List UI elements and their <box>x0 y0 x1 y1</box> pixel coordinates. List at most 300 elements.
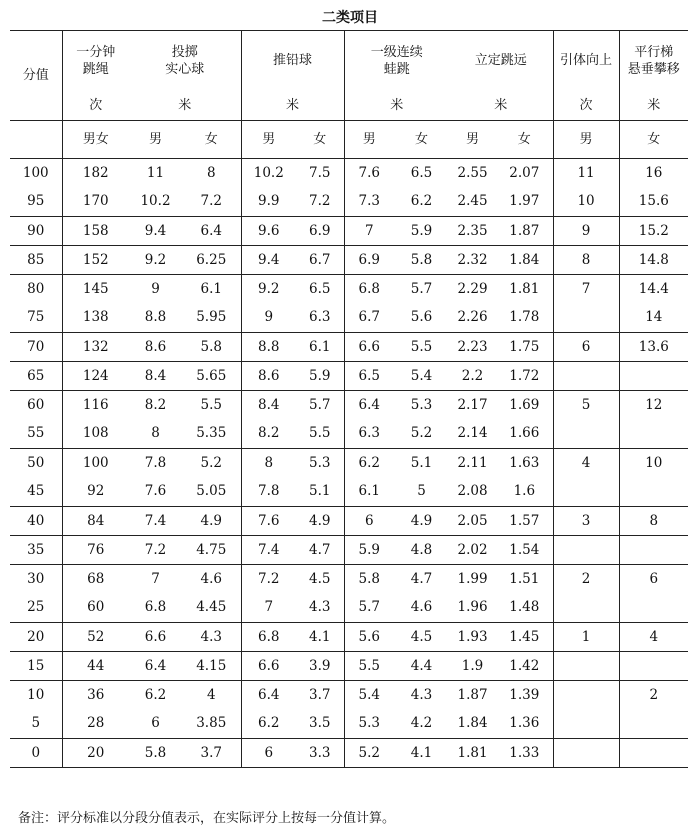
value-cell: 132 <box>82 338 109 355</box>
value-cell: 16 <box>645 164 663 181</box>
project-name-line: 投掷 <box>171 44 198 60</box>
value-cell: 1.78 <box>496 304 553 333</box>
value-cell: 6.5 <box>358 367 381 384</box>
header-row-units <box>10 91 688 121</box>
gender-cell: 男 <box>262 132 276 147</box>
value-cell: 9.2 <box>258 280 280 297</box>
table-title: 二类项目 <box>322 10 378 26</box>
value-cell: 1.81 <box>496 275 553 304</box>
value-cell: 8.2 <box>144 396 167 413</box>
value-cell: 2 <box>553 565 619 594</box>
score-cell: 100 <box>10 159 62 188</box>
table-row <box>10 536 688 565</box>
project-header-medicine-ball <box>129 31 241 91</box>
value-cell <box>619 536 688 565</box>
table-row <box>10 188 688 217</box>
value-cell: 2.29 <box>457 280 488 297</box>
value-cell: 84 <box>87 512 105 529</box>
value-cell: 68 <box>87 570 105 587</box>
value-cell: 4 <box>649 628 659 645</box>
value-cell: 1.66 <box>496 420 553 449</box>
score-cell: 30 <box>10 565 62 594</box>
value-cell: 145 <box>82 280 109 297</box>
value-cell: 4.3 <box>182 623 241 652</box>
value-cell: 6.2 <box>358 454 381 471</box>
value-cell: 3.7 <box>296 681 344 710</box>
score-cell: 85 <box>10 246 62 275</box>
value-cell: 6.9 <box>358 251 381 268</box>
table-row <box>10 594 688 623</box>
value-cell: 2.32 <box>457 251 488 268</box>
value-cell: 12 <box>645 396 663 413</box>
table-row <box>10 739 688 768</box>
value-cell: 1.57 <box>496 507 553 536</box>
unit-cell: 米 <box>241 91 344 121</box>
table-row <box>10 652 688 681</box>
value-cell: 4.3 <box>296 594 344 623</box>
unit-cell: 次 <box>553 91 619 121</box>
score-cell: 80 <box>10 275 62 304</box>
value-cell <box>619 710 688 739</box>
value-cell: 8.6 <box>258 367 280 384</box>
table-row <box>10 304 688 333</box>
header-row-projects <box>10 31 688 91</box>
value-cell: 5.7 <box>358 599 381 616</box>
value-cell: 10.2 <box>140 193 171 210</box>
score-cell: 60 <box>10 391 62 420</box>
gender-cell: 女 <box>296 121 344 159</box>
value-cell: 5 <box>553 391 619 420</box>
value-cell: 4.1 <box>296 623 344 652</box>
gender-cell: 女 <box>647 132 661 147</box>
footnote: 备注：评分标准以分段分值表示，在实际评分上按每一分值计算。 <box>18 811 396 826</box>
value-cell: 5.2 <box>182 449 241 478</box>
value-cell: 14.8 <box>638 251 669 268</box>
value-cell: 4.2 <box>410 715 433 732</box>
score-header: 分值 <box>10 31 62 121</box>
value-cell: 5.6 <box>410 309 433 326</box>
value-cell: 9 <box>553 217 619 246</box>
value-cell: 8 <box>151 425 160 442</box>
project-name-line: 一级连续 <box>370 44 423 60</box>
value-cell: 5.2 <box>358 744 381 761</box>
value-cell: 2.45 <box>457 193 488 210</box>
value-cell: 4.5 <box>296 565 344 594</box>
table-row <box>10 623 688 652</box>
value-cell: 182 <box>82 164 109 181</box>
value-cell <box>553 478 619 507</box>
value-cell: 5.9 <box>296 362 344 391</box>
value-cell <box>619 594 688 623</box>
value-cell: 2.2 <box>461 367 484 384</box>
value-cell: 6.2 <box>410 193 433 210</box>
value-cell: 6.9 <box>296 217 344 246</box>
value-cell: 1.72 <box>496 362 553 391</box>
value-cell: 5.4 <box>410 367 433 384</box>
value-cell: 108 <box>82 425 109 442</box>
value-cell: 6.5 <box>410 164 433 181</box>
table-row <box>10 507 688 536</box>
value-cell: 11 <box>146 164 165 181</box>
project-header-pull-up <box>553 31 619 91</box>
value-cell <box>619 362 688 391</box>
value-cell: 92 <box>87 483 105 500</box>
value-cell: 6.5 <box>296 275 344 304</box>
value-cell: 4.1 <box>410 744 433 761</box>
value-cell: 6.2 <box>258 715 280 732</box>
value-cell: 1.33 <box>496 739 553 768</box>
value-cell <box>553 710 619 739</box>
score-cell: 70 <box>10 333 62 362</box>
value-cell: 4 <box>553 449 619 478</box>
table-row <box>10 217 688 246</box>
value-cell: 1.87 <box>457 686 488 703</box>
value-cell: 6.3 <box>296 304 344 333</box>
value-cell: 5.3 <box>410 396 433 413</box>
value-cell: 8.4 <box>258 396 280 413</box>
value-cell: 8.4 <box>144 367 167 384</box>
value-cell: 4.75 <box>182 536 241 565</box>
value-cell: 170 <box>82 193 109 210</box>
gender-cell: 男 <box>466 132 480 147</box>
value-cell: 3.7 <box>182 739 241 768</box>
score-cell: 35 <box>10 536 62 565</box>
value-cell: 7.2 <box>296 188 344 217</box>
value-cell: 3.5 <box>296 710 344 739</box>
value-cell: 7.2 <box>258 570 280 587</box>
value-cell: 5.1 <box>410 454 433 471</box>
empty-cell <box>10 121 62 159</box>
value-cell: 5.8 <box>144 744 167 761</box>
value-cell: 7.6 <box>358 164 381 181</box>
value-cell: 6.7 <box>296 246 344 275</box>
value-cell: 2.05 <box>457 512 488 529</box>
value-cell <box>553 652 619 681</box>
table-row <box>10 449 688 478</box>
value-cell: 15.2 <box>638 222 669 239</box>
value-cell: 1.48 <box>496 594 553 623</box>
value-cell <box>619 478 688 507</box>
value-cell: 5.4 <box>358 686 381 703</box>
value-cell: 9 <box>151 280 160 297</box>
score-cell: 75 <box>10 304 62 333</box>
value-cell: 5.35 <box>182 420 241 449</box>
value-cell: 4.7 <box>296 536 344 565</box>
value-cell: 5.7 <box>410 280 433 297</box>
value-cell: 7.2 <box>144 541 167 558</box>
value-cell: 6.8 <box>144 599 167 616</box>
value-cell: 9.6 <box>258 222 280 239</box>
value-cell: 10 <box>645 454 663 471</box>
value-cell: 5.65 <box>182 362 241 391</box>
value-cell: 5.5 <box>182 391 241 420</box>
value-cell: 8 <box>649 512 659 529</box>
value-cell: 5.6 <box>358 628 381 645</box>
value-cell <box>553 304 619 333</box>
value-cell: 5.9 <box>358 541 381 558</box>
unit-cell: 米 <box>449 91 553 121</box>
value-cell: 4.15 <box>182 652 241 681</box>
value-cell: 3.3 <box>296 739 344 768</box>
value-cell: 1.39 <box>496 681 553 710</box>
value-cell: 44 <box>87 657 105 674</box>
score-cell: 40 <box>10 507 62 536</box>
value-cell: 6.7 <box>358 309 381 326</box>
value-cell: 7 <box>364 222 374 239</box>
value-cell: 2.14 <box>457 425 488 442</box>
value-cell: 152 <box>82 251 109 268</box>
project-header-standing-jump <box>449 31 553 91</box>
gender-cell: 男 <box>362 132 376 147</box>
value-cell: 7 <box>151 570 160 587</box>
value-cell: 1.96 <box>457 599 488 616</box>
value-cell: 1.93 <box>457 628 488 645</box>
value-cell: 1.63 <box>496 449 553 478</box>
project-header-rope-skipping <box>62 31 129 91</box>
value-cell: 4.6 <box>410 599 433 616</box>
value-cell: 4.9 <box>410 512 433 529</box>
value-cell: 1.75 <box>496 333 553 362</box>
value-cell: 4.9 <box>296 507 344 536</box>
value-cell: 8 <box>553 246 619 275</box>
score-cell: 25 <box>10 594 62 623</box>
value-cell: 1.51 <box>496 565 553 594</box>
value-cell: 2.08 <box>457 483 488 500</box>
value-cell: 1 <box>553 623 619 652</box>
unit-cell: 次 <box>89 97 103 113</box>
value-cell: 3.85 <box>182 710 241 739</box>
table-row <box>10 362 688 391</box>
value-cell: 5.95 <box>182 304 241 333</box>
value-cell: 6.3 <box>358 425 381 442</box>
score-cell: 50 <box>10 449 62 478</box>
value-cell: 6.4 <box>144 657 167 674</box>
value-cell: 1.6 <box>496 478 553 507</box>
value-cell: 3 <box>553 507 619 536</box>
value-cell: 6.1 <box>358 483 381 500</box>
value-cell: 8.6 <box>144 338 167 355</box>
value-cell: 6.6 <box>144 628 167 645</box>
value-cell: 138 <box>82 309 109 326</box>
value-cell: 5.8 <box>410 251 433 268</box>
value-cell: 6.8 <box>258 628 280 645</box>
gender-cell: 女 <box>496 121 553 159</box>
value-cell <box>553 420 619 449</box>
value-cell: 9.9 <box>258 193 280 210</box>
value-cell: 6.1 <box>296 333 344 362</box>
value-cell: 124 <box>82 367 109 384</box>
value-cell: 10 <box>553 188 619 217</box>
value-cell: 6 <box>649 570 659 587</box>
value-cell: 6.25 <box>182 246 241 275</box>
value-cell: 2.11 <box>457 454 488 471</box>
value-cell: 8 <box>182 159 241 188</box>
value-cell: 4.9 <box>182 507 241 536</box>
value-cell: 1.97 <box>496 188 553 217</box>
value-cell: 6 <box>553 333 619 362</box>
value-cell: 60 <box>87 599 105 616</box>
project-name-line: 一分钟 <box>76 44 116 60</box>
value-cell: 8.8 <box>144 309 167 326</box>
score-table <box>10 30 688 768</box>
table-row <box>10 681 688 710</box>
value-cell: 1.84 <box>496 246 553 275</box>
score-cell: 95 <box>10 188 62 217</box>
score-cell: 65 <box>10 362 62 391</box>
value-cell: 9.4 <box>258 251 280 268</box>
project-name-line: 实心球 <box>165 61 205 77</box>
value-cell: 2.07 <box>496 159 553 188</box>
value-cell: 1.45 <box>496 623 553 652</box>
value-cell: 15.6 <box>638 193 669 210</box>
value-cell: 1.87 <box>496 217 553 246</box>
value-cell: 20 <box>87 744 105 761</box>
unit-cell: 米 <box>129 91 241 121</box>
value-cell <box>619 652 688 681</box>
value-cell <box>553 536 619 565</box>
table-row <box>10 710 688 739</box>
unit-cell: 米 <box>390 97 404 113</box>
value-cell <box>553 362 619 391</box>
project-name-line: 蛙跳 <box>383 61 410 77</box>
header-row-genders <box>10 121 688 159</box>
value-cell: 6.8 <box>358 280 381 297</box>
gender-cell: 女 <box>415 132 429 147</box>
project-name-line: 引体向上 <box>560 53 613 69</box>
value-cell: 4.7 <box>410 570 433 587</box>
gender-cell: 男女 <box>82 132 109 147</box>
project-header-shot-put <box>241 31 344 91</box>
value-cell: 8.8 <box>258 338 280 355</box>
value-cell: 5.8 <box>182 333 241 362</box>
value-cell: 2.55 <box>457 164 488 181</box>
value-cell: 6.6 <box>258 657 280 674</box>
project-name-line: 平行梯 <box>634 44 674 60</box>
value-cell: 2.26 <box>457 309 488 326</box>
value-cell: 14.4 <box>638 280 669 297</box>
value-cell <box>553 681 619 710</box>
project-name-line: 跳绳 <box>82 61 109 77</box>
value-cell: 4 <box>182 681 241 710</box>
table-row <box>10 565 688 594</box>
value-cell: 4.8 <box>410 541 433 558</box>
table-row <box>10 478 688 507</box>
value-cell: 158 <box>82 222 109 239</box>
value-cell: 14 <box>645 309 663 326</box>
value-cell: 4.3 <box>410 686 433 703</box>
value-cell: 9 <box>264 309 274 326</box>
table-row <box>10 246 688 275</box>
project-name-line: 立定跳远 <box>474 53 527 69</box>
value-cell: 1.69 <box>496 391 553 420</box>
value-cell: 5.5 <box>358 657 381 674</box>
project-name-line: 悬垂攀移 <box>627 61 680 77</box>
value-cell: 8 <box>264 454 274 471</box>
value-cell: 28 <box>87 715 105 732</box>
value-cell: 9.4 <box>144 222 167 239</box>
value-cell: 100 <box>82 454 109 471</box>
value-cell: 6.1 <box>182 275 241 304</box>
value-cell: 4.5 <box>410 628 433 645</box>
value-cell: 6 <box>364 512 374 529</box>
value-cell: 7 <box>264 599 274 616</box>
value-cell: 7.3 <box>358 193 381 210</box>
value-cell: 5 <box>417 483 426 500</box>
value-cell: 1.99 <box>457 570 488 587</box>
value-cell: 36 <box>87 686 105 703</box>
value-cell <box>619 420 688 449</box>
value-cell: 6.4 <box>358 396 381 413</box>
value-cell: 2.02 <box>457 541 488 558</box>
value-cell: 5.9 <box>410 222 433 239</box>
value-cell: 52 <box>87 628 105 645</box>
table-row <box>10 159 688 188</box>
score-cell: 5 <box>10 710 62 739</box>
table-row <box>10 333 688 362</box>
project-header-frog-jump <box>344 31 449 91</box>
value-cell: 13.6 <box>638 338 669 355</box>
value-cell: 2.35 <box>457 222 488 239</box>
value-cell: 4.45 <box>182 594 241 623</box>
score-cell: 0 <box>10 739 62 768</box>
value-cell: 7.4 <box>258 541 280 558</box>
value-cell: 6.4 <box>258 686 280 703</box>
value-cell: 7.8 <box>144 454 167 471</box>
value-cell: 1.81 <box>457 744 488 761</box>
value-cell: 7.8 <box>258 483 280 500</box>
value-cell <box>553 739 619 768</box>
score-cell: 45 <box>10 478 62 507</box>
value-cell: 6 <box>264 744 274 761</box>
value-cell: 5.3 <box>358 715 381 732</box>
value-cell: 5.1 <box>296 478 344 507</box>
value-cell: 5.8 <box>358 570 381 587</box>
value-cell: 5.2 <box>410 425 433 442</box>
value-cell: 7 <box>553 275 619 304</box>
value-cell: 2 <box>649 686 659 703</box>
value-cell: 4.4 <box>410 657 433 674</box>
value-cell: 6.2 <box>144 686 167 703</box>
table-row <box>10 275 688 304</box>
value-cell: 6.4 <box>182 217 241 246</box>
score-cell: 15 <box>10 652 62 681</box>
gender-cell: 女 <box>182 121 241 159</box>
value-cell: 9.2 <box>144 251 167 268</box>
value-cell: 116 <box>82 396 109 413</box>
value-cell: 2.23 <box>457 338 488 355</box>
gender-cell: 男 <box>553 121 619 159</box>
value-cell: 3.9 <box>296 652 344 681</box>
gender-cell: 男 <box>148 132 162 147</box>
value-cell: 1.84 <box>457 715 488 732</box>
value-cell: 5.7 <box>296 391 344 420</box>
table-row <box>10 420 688 449</box>
score-cell: 20 <box>10 623 62 652</box>
score-cell: 55 <box>10 420 62 449</box>
score-cell: 10 <box>10 681 62 710</box>
value-cell: 1.36 <box>496 710 553 739</box>
value-cell: 1.42 <box>496 652 553 681</box>
value-cell: 7.5 <box>296 159 344 188</box>
value-cell: 6 <box>151 715 160 732</box>
value-cell: 7.6 <box>258 512 280 529</box>
score-cell: 90 <box>10 217 62 246</box>
value-cell: 7.2 <box>182 188 241 217</box>
value-cell: 1.54 <box>496 536 553 565</box>
value-cell: 8.2 <box>258 425 280 442</box>
value-cell: 2.17 <box>457 396 488 413</box>
project-name-line: 推铅球 <box>273 53 313 69</box>
